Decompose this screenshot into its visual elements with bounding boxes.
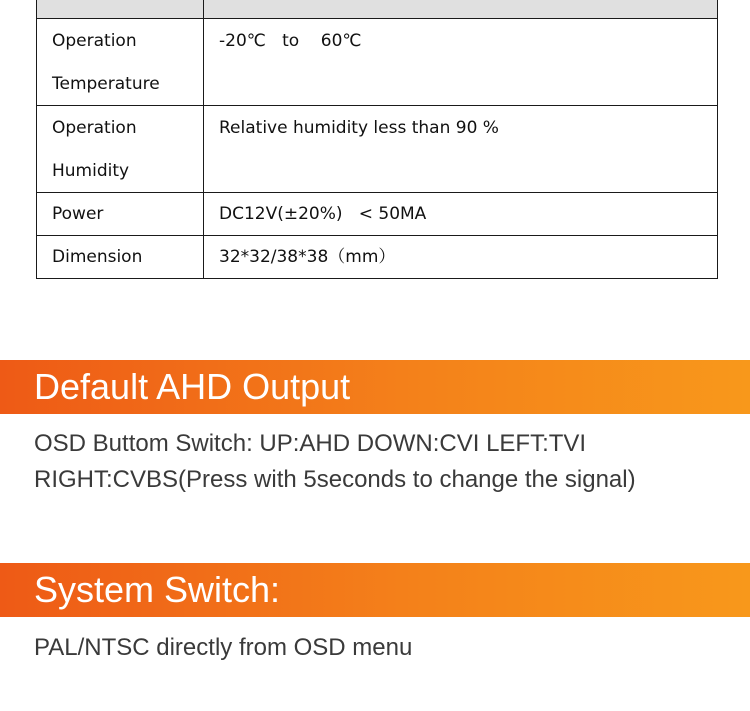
table-row-power xyxy=(37,193,718,236)
row-label xyxy=(37,19,204,106)
row-label xyxy=(37,106,204,193)
row-label-line2: Temperature xyxy=(52,74,160,94)
row-label-line2: Humidity xyxy=(52,161,130,181)
temperature-value: -20℃ to 60℃ xyxy=(219,31,362,51)
dimension-value: 32*32/38*38（mm） xyxy=(219,247,396,267)
table-row-temperature xyxy=(37,19,718,106)
dimension-label: Dimension xyxy=(52,247,143,267)
section-body-line: PAL/NTSC directly from OSD menu xyxy=(34,634,413,661)
power-value: DC12V(±20%) < 50MA xyxy=(219,204,427,224)
row-label-line1: Operation xyxy=(52,118,137,138)
section-body-line: RIGHT:CVBS(Press with 5seconds to change the signal) xyxy=(34,466,636,493)
section-banner-system-switch xyxy=(0,563,750,617)
spec-table xyxy=(36,0,718,279)
table-header-cell xyxy=(204,0,718,19)
row-label xyxy=(37,236,204,279)
table-header-cell xyxy=(37,0,204,19)
section-title: System Switch: xyxy=(34,569,281,610)
power-label: Power xyxy=(52,204,104,224)
table-row-dimension xyxy=(37,236,718,279)
row-label-line1: Operation xyxy=(52,31,137,51)
table-header-row xyxy=(37,0,718,19)
row-value xyxy=(204,106,718,193)
row-label xyxy=(37,193,204,236)
humidity-value: Relative humidity less than 90 % xyxy=(219,118,499,138)
table-row-humidity xyxy=(37,106,718,193)
row-value xyxy=(204,19,718,106)
section-banner-default-output xyxy=(0,360,750,414)
section-title: Default AHD Output xyxy=(34,366,351,407)
row-value xyxy=(204,193,718,236)
row-value xyxy=(204,236,718,279)
section-body-line: OSD Buttom Switch: UP:AHD DOWN:CVI LEFT:TVI xyxy=(34,430,587,457)
